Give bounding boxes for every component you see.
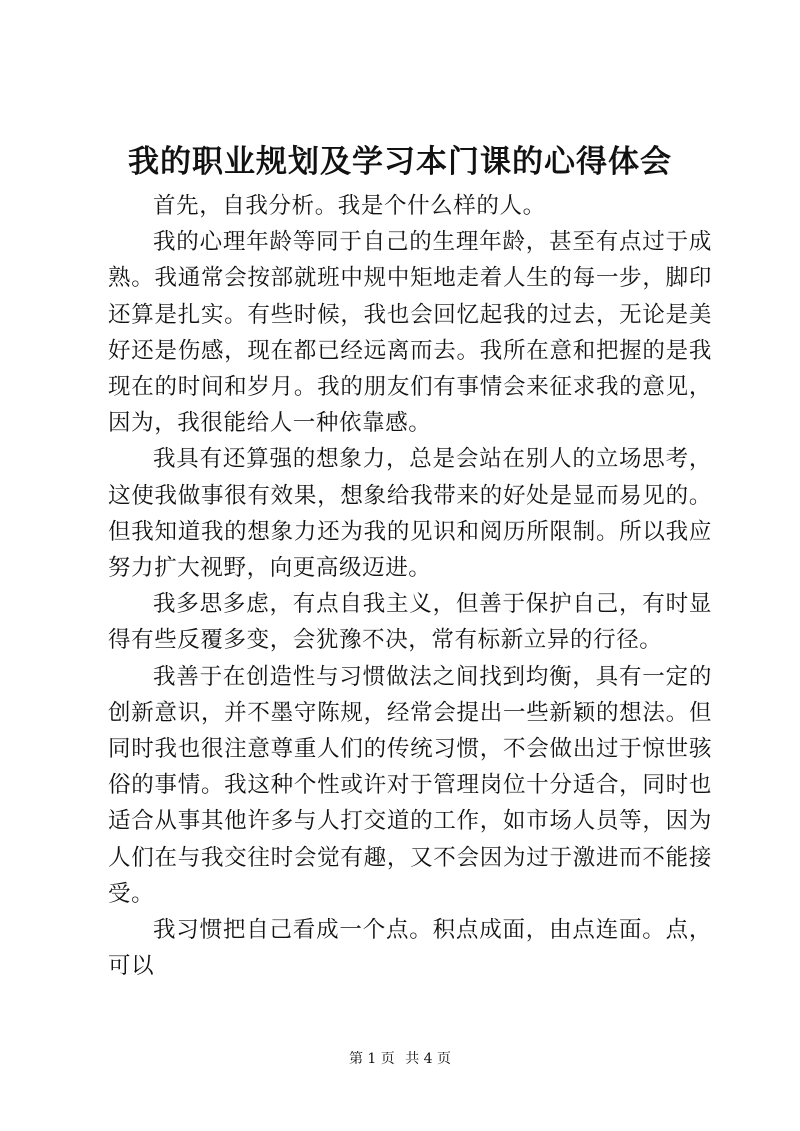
page-number: 第 1 页	[348, 1051, 395, 1067]
paragraph: 首先，自我分析。我是个什么样的人。	[153, 193, 546, 219]
paragraph: 我善于在创造性与习惯做法之间找到均衡，具有一定的创新意识，并不墨守陈规，经常会提出一些新颖的想法。但同时我也很注意尊重人们的传统习惯，不会做出过于惊世骇俗的事情。我这种个性或许对于管理岗位十分适合，同时也适合从事其他许多与人打交道的工作，如市场人员等，因为人们在与我交往时会觉有趣，又不会因为过于激进而不能接受。	[108, 663, 712, 907]
document-title: 我的职业规划及学习本门课的心得体会	[128, 144, 672, 180]
page-footer	[0, 1049, 800, 1069]
paragraph: 我具有还算强的想象力，总是会站在别人的立场思考，这使我做事很有效果，想象给我带来的好处是显而易见的。但我知道我的想象力还为我的见识和阅历所限制。所以我应努力扩大视野，向更高级迈进。	[108, 446, 712, 582]
paragraph: 我习惯把自己看成一个点。积点成面，由点连面。点，可以	[108, 917, 712, 980]
paragraph: 我多思多虑，有点自我主义，但善于保护自己，有时显得有些反覆多变，会犹豫不决，常有标新立异的行径。	[108, 591, 712, 654]
document-body	[108, 188, 712, 984]
page-total: 共 4 页	[405, 1051, 452, 1067]
paragraph: 我的心理年龄等同于自己的生理年龄，甚至有点过于成熟。我通常会按部就班中规中矩地走着人生的每一步，脚印还算是扎实。有些时候，我也会回忆起我的过去，无论是美好还是伤感，现在都已经远离而去。我所在意和把握的是我现在的时间和岁月。我的朋友们有事情会来征求我的意见，因为，我很能给人一种依靠感。	[108, 229, 712, 437]
